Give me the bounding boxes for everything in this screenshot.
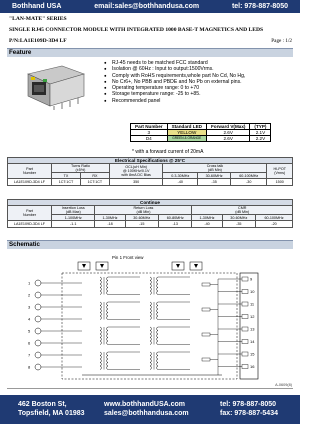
col-range: 1-100MHz	[52, 215, 95, 221]
coil	[100, 288, 101, 292]
col-rl-unit: (dB Min)	[136, 210, 151, 215]
coil	[157, 309, 158, 313]
coil	[107, 366, 108, 370]
table-cell: LA1E109D-3D4 LF	[8, 179, 52, 185]
coil	[150, 359, 151, 363]
col-turns: Turns Ratio	[70, 164, 90, 169]
table-cell: -35	[222, 221, 255, 227]
pin-label: 7	[28, 352, 31, 358]
footer-email[interactable]: sales@bothhandusa.com	[104, 410, 189, 417]
coil	[107, 334, 108, 338]
coil	[157, 316, 158, 320]
coil	[150, 302, 151, 306]
coil	[100, 338, 101, 342]
table-cell: -20	[256, 221, 293, 227]
table-cell: -15	[125, 221, 158, 227]
col-range: 1-30MHz	[192, 215, 222, 221]
pin-pad	[242, 315, 248, 319]
pin-label: 15	[250, 351, 255, 357]
coil	[107, 331, 108, 335]
electrical-spec-table	[7, 157, 293, 186]
coil	[100, 277, 101, 281]
pin-pad	[242, 327, 248, 331]
figure-number: A-0609(8)	[275, 383, 292, 387]
led-footnote: * with a forward current of 20mA	[132, 149, 204, 155]
col-part-number: Number	[22, 213, 37, 218]
pin-label: 13	[250, 326, 255, 332]
pin-label: 1	[28, 280, 31, 286]
col-ocl-cond: @ 100KHz/0.1V	[122, 169, 150, 174]
table-cell: -13	[159, 221, 192, 227]
feature-item: ● Operating temperature range: 0 to +70	[104, 85, 294, 91]
coil	[100, 356, 101, 360]
coil	[150, 352, 151, 356]
pin-label: 11	[250, 301, 255, 307]
coil	[150, 356, 151, 360]
led-cell: 2.1V	[250, 130, 271, 136]
coil	[150, 341, 151, 345]
pin-pad	[242, 277, 248, 281]
table-cell: -30	[231, 179, 267, 185]
coil	[107, 352, 108, 356]
coil	[150, 281, 151, 285]
coil	[157, 313, 158, 317]
coil	[100, 309, 101, 313]
pin-circle	[35, 304, 41, 310]
table-cell: -18	[95, 221, 125, 227]
coil	[107, 363, 108, 367]
pin-label: 6	[28, 340, 31, 346]
schematic-diagram	[22, 253, 278, 383]
coil	[150, 309, 151, 313]
resistor	[202, 283, 210, 286]
coil	[150, 366, 151, 370]
table-cell: 1CT:1CT	[80, 179, 109, 185]
table-cell: -35	[198, 179, 231, 185]
coil	[157, 291, 158, 295]
coil	[107, 327, 108, 331]
coil	[107, 288, 108, 292]
col-xt3: 60-100MHz	[231, 173, 267, 179]
coil	[150, 313, 151, 317]
coil	[100, 316, 101, 320]
coil	[150, 284, 151, 288]
pin-pad	[242, 340, 248, 344]
schematic-section-header: Schematic	[7, 240, 293, 249]
coil	[100, 302, 101, 306]
feature-item: ● Isolation @ 60Hz : Input to output:1500Vrms.	[104, 66, 294, 72]
coil	[150, 338, 151, 342]
coil	[157, 306, 158, 310]
coil	[157, 327, 158, 331]
col-part: Part	[26, 167, 33, 172]
coil	[150, 306, 151, 310]
col-tx: TX	[52, 173, 81, 179]
electrical-section-header: Electrical Specifications @ 25°C	[8, 158, 293, 164]
table-cell: LA1E109D-3D4 LF	[8, 221, 52, 227]
coil	[157, 331, 158, 335]
pin-circle	[35, 328, 41, 334]
led-cell-yellow: YELLOW	[167, 130, 206, 136]
coil	[100, 341, 101, 345]
col-hipot: HI-POT	[273, 167, 286, 172]
coil	[157, 281, 158, 285]
coil	[107, 356, 108, 360]
coil	[157, 356, 158, 360]
continue-section-header: Continue	[8, 200, 293, 206]
table-cell: 350	[109, 179, 163, 185]
col-range: 30-60MHz	[125, 215, 158, 221]
coil	[157, 302, 158, 306]
led-header-typ: (TYP)	[250, 124, 271, 130]
led-table	[130, 123, 271, 142]
coil	[150, 316, 151, 320]
coil	[107, 338, 108, 342]
feature-item: ● Recommended panel	[104, 98, 294, 104]
led-header-part: Part Number	[131, 124, 168, 130]
connector-photo	[22, 60, 88, 110]
col-range: 60-100MHz	[256, 215, 293, 221]
pin-label: 10	[250, 289, 255, 294]
coil	[150, 327, 151, 331]
pin-pad	[242, 365, 248, 369]
table-cell: 1500	[267, 179, 293, 185]
coil	[107, 316, 108, 320]
col-cmr: CMR	[238, 206, 247, 211]
col-ocl: OCL(uH Min)	[125, 165, 148, 170]
series-name: "LAN-MATE" SERIES	[9, 16, 67, 22]
coil	[100, 284, 101, 288]
coil	[107, 281, 108, 285]
table-cell: 1CT:1CT	[52, 179, 81, 185]
schematic-label: Pin 1 Front view	[112, 255, 144, 260]
table-cell: -40	[192, 221, 222, 227]
coil	[157, 277, 158, 281]
col-insertion-loss: Insertion Loss	[61, 206, 85, 211]
coil	[100, 291, 101, 295]
coil	[107, 309, 108, 313]
col-crosstalk: Cross talk	[206, 164, 224, 169]
pin-pad	[242, 352, 248, 356]
company-name: Bothhand USA	[12, 3, 62, 10]
footer-website[interactable]: www.bothhandUSA.com	[104, 401, 186, 408]
led-header-vmax: Forward V(Max)	[206, 124, 249, 130]
coil	[150, 288, 151, 292]
coil	[150, 291, 151, 295]
pin-circle	[35, 352, 41, 358]
coil	[100, 306, 101, 310]
pin-label: 9	[250, 276, 253, 282]
footer-fax: fax: 978-887-5434	[220, 410, 278, 417]
coil	[100, 363, 101, 367]
feature-item: ● Storage temperature range: -25 to +85.	[104, 91, 294, 97]
coil	[157, 341, 158, 345]
page-number: Page : 1/2	[271, 38, 292, 44]
resistor	[202, 308, 210, 311]
coil	[150, 331, 151, 335]
coil	[157, 359, 158, 363]
coil	[100, 313, 101, 317]
footer-address-2: Topsfield, MA 01983	[18, 410, 85, 417]
feature-item: ● RJ-45 needs to be matched FCC standard	[104, 60, 294, 66]
coil	[157, 338, 158, 342]
col-hipot-unit: (Vrms)	[274, 171, 286, 176]
coil	[157, 366, 158, 370]
pin-label: 3	[28, 304, 31, 310]
coil	[100, 327, 101, 331]
coil	[157, 288, 158, 292]
continue-spec-table	[7, 199, 293, 228]
pin-circle	[35, 364, 41, 370]
coil	[107, 284, 108, 288]
pin-circle	[35, 316, 41, 322]
col-range: 1-30MHz	[95, 215, 125, 221]
footer-divider	[7, 388, 293, 389]
pin-pad	[242, 302, 248, 306]
col-cmr-unit: (dB Min)	[235, 210, 250, 215]
col-range: 60-80MHz	[159, 215, 192, 221]
led-cell: 2.6V	[206, 136, 249, 142]
coil	[150, 334, 151, 338]
col-ocl-cond2: with 8mA DC Bias	[121, 173, 151, 178]
coil	[107, 341, 108, 345]
coil	[107, 359, 108, 363]
coil	[157, 284, 158, 288]
led-cell: 2.2V	[250, 136, 271, 142]
coil	[157, 352, 158, 356]
header-tel: tel: 978-887-8050	[231, 3, 288, 10]
pin-label: 5	[28, 328, 31, 334]
col-part: Part	[26, 209, 33, 214]
document-title: SINGLE RJ45 CONNECTOR MODULE WITH INTEGRATED 1000 BASE-T MAGNETICS AND LEDS	[9, 27, 264, 33]
pin-circle	[35, 340, 41, 346]
col-xt2: 30-60MHz	[198, 173, 231, 179]
coil	[100, 366, 101, 370]
feature-section-header: Feature	[7, 48, 293, 57]
footer-tel: tel: 978-887-8050	[220, 401, 277, 408]
led-cell: 2.6V	[206, 130, 249, 136]
pin-label: 8	[28, 364, 31, 370]
feature-list	[104, 60, 294, 104]
table-cell: -40	[163, 179, 198, 185]
header-email[interactable]: email:sales@bothhandusa.com	[94, 3, 200, 10]
feature-item: ● No Cr6+, No PBB and PBDE and No Pb on external pins.	[104, 79, 294, 85]
col-crosstalk-unit: (dB Min)	[207, 168, 222, 173]
pin-circle	[35, 280, 41, 286]
col-range: 30-60MHz	[222, 215, 255, 221]
pin-label: 16	[250, 364, 255, 369]
coil	[107, 277, 108, 281]
pin-pad	[242, 290, 248, 294]
coil	[150, 363, 151, 367]
coil	[107, 291, 108, 295]
footer-banner	[0, 395, 300, 424]
top-banner	[0, 0, 300, 13]
pin-label: 12	[250, 314, 255, 319]
coil	[100, 334, 101, 338]
col-rx: RX	[80, 173, 109, 179]
led-cell: 3	[131, 130, 168, 136]
pin-label: 2	[28, 292, 31, 298]
led-cell-green: GREEN & ORANGE	[172, 135, 202, 140]
coil	[107, 302, 108, 306]
pin-circle	[35, 292, 41, 298]
coil	[107, 313, 108, 317]
coil	[100, 352, 101, 356]
footer-address-1: 462 Boston St,	[18, 401, 67, 408]
col-return-loss: Return Loss	[133, 206, 154, 211]
resistor	[202, 333, 210, 336]
table-cell: -1.1	[52, 221, 95, 227]
coil	[157, 363, 158, 367]
part-number: P/N:LA1E109D-3D4 LF	[9, 38, 67, 44]
coil	[100, 281, 101, 285]
coil	[100, 331, 101, 335]
feature-item: ● Comply with RoHS requirements,whole part No Cd, No Hg,	[104, 73, 294, 79]
col-xt1: 0.3-30MHz	[163, 173, 198, 179]
coil	[157, 334, 158, 338]
coil	[107, 306, 108, 310]
col-part-number: Number	[22, 171, 37, 176]
led-cell: D4	[131, 136, 168, 142]
col-il-unit: (dB Max)	[65, 210, 81, 215]
resistor	[202, 358, 210, 361]
pin-label: 4	[28, 316, 31, 322]
coil	[150, 277, 151, 281]
pin-label: 14	[250, 339, 255, 344]
col-turns-tol: (±5%)	[75, 168, 86, 173]
led-header-led: Standard LED	[167, 124, 206, 130]
coil	[100, 359, 101, 363]
